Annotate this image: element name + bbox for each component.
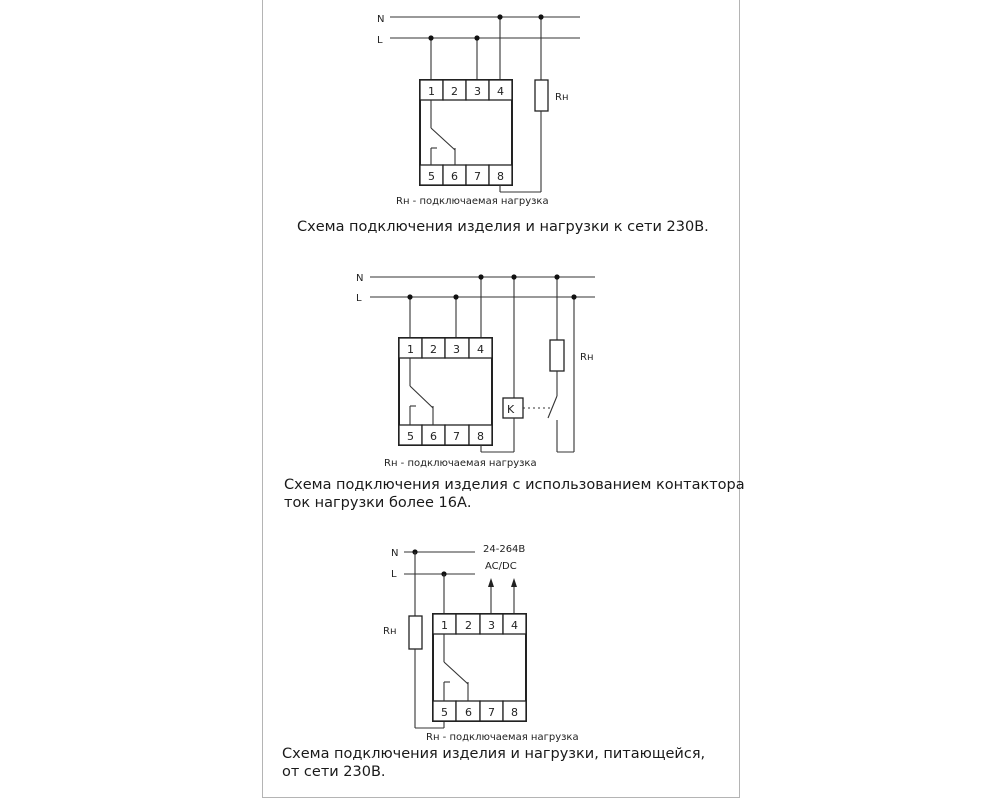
terminal-6: 6 [465,706,472,719]
load-resistor [550,340,564,371]
l-line-label: L [377,35,383,46]
contactor-switch [548,396,557,418]
terminal-3: 3 [453,343,460,356]
terminal-7: 7 [453,430,460,443]
junction-dot [474,35,479,40]
load-label: Rн [580,352,594,363]
terminal-8: 8 [477,430,484,443]
terminal-5: 5 [407,430,414,443]
terminal-4: 4 [511,619,518,632]
junction-dot [497,14,502,19]
terminal-7: 7 [488,706,495,719]
load-note: Rн - подключаемая нагрузка [396,196,549,207]
terminal-1: 1 [407,343,414,356]
l-line-label: L [356,293,362,304]
caption-diagram-3: Схема подключения изделия и нагрузки, питающейся, от сети 230В. [282,746,706,780]
contactor-label: K [507,403,515,416]
load-label: Rн [555,92,569,103]
load-label: Rн [383,626,397,637]
load-note: Rн - подключаемая нагрузка [384,458,537,469]
terminal-1: 1 [428,85,435,98]
supply-arrow-up [488,578,494,587]
terminal-4: 4 [497,85,504,98]
terminal-2: 2 [430,343,437,356]
supply-voltage: 24-264В [483,544,526,555]
n-line-label: N [377,14,385,25]
n-line-label: N [356,273,364,284]
junction-dot [538,14,543,19]
junction-dot [428,35,433,40]
terminal-5: 5 [428,170,435,183]
terminal-4: 4 [477,343,484,356]
diagram-3 [383,544,579,743]
terminal-6: 6 [430,430,437,443]
l-line-label: L [391,569,397,580]
supply-type: AC/DC [485,561,517,572]
caption-diagram-2: Схема подключения изделия с использованием контактора ток нагрузки более 16А. [284,477,745,511]
diagram-1 [377,14,580,207]
terminal-6: 6 [451,170,458,183]
terminal-2: 2 [451,85,458,98]
terminal-7: 7 [474,170,481,183]
load-resistor [409,616,422,649]
load-note: Rн - подключаемая нагрузка [426,732,579,743]
n-line-label: N [391,548,399,559]
terminal-8: 8 [497,170,504,183]
terminal-3: 3 [488,619,495,632]
terminal-2: 2 [465,619,472,632]
terminal-1: 1 [441,619,448,632]
terminal-3: 3 [474,85,481,98]
terminal-5: 5 [441,706,448,719]
caption-diagram-1: Схема подключения изделия и нагрузки к сети 230В. [297,219,709,235]
terminal-8: 8 [511,706,518,719]
load-resistor [535,80,548,111]
supply-arrow-up [511,578,517,587]
diagram-2 [356,273,595,469]
